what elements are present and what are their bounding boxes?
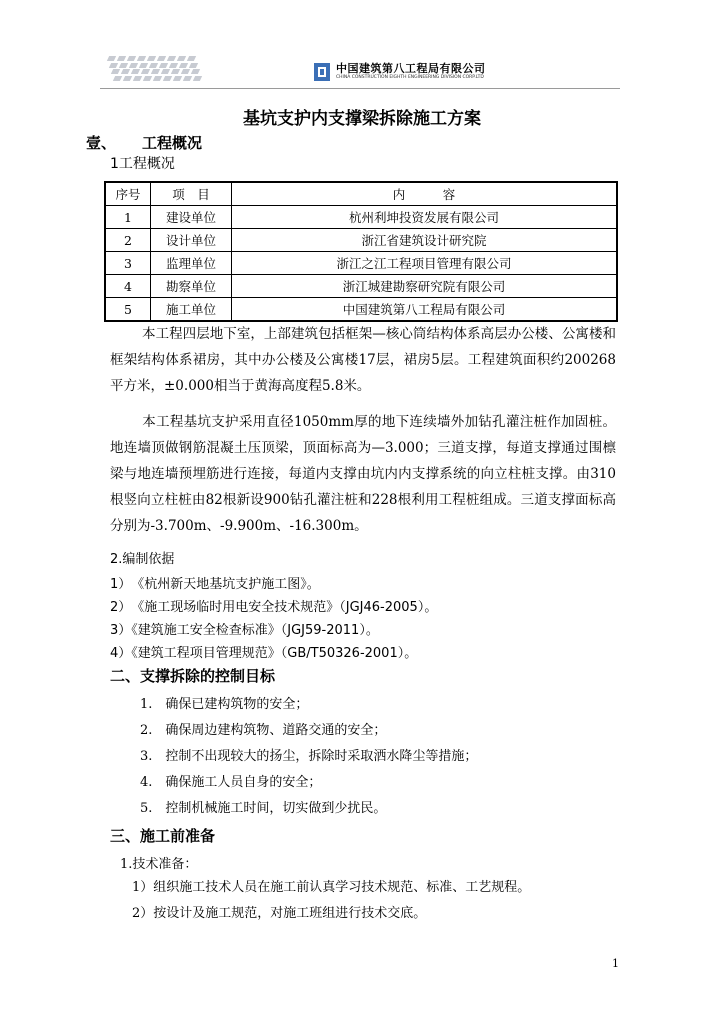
pattern-cell [183, 76, 192, 81]
basis-item: 3）《建筑施工安全检查标准》（JGJ59-2011）。 [110, 623, 379, 638]
table-cell: 勘察单位 [151, 275, 232, 298]
pattern-cell [187, 56, 196, 61]
pattern-cell [139, 63, 148, 68]
table-cell: 建设单位 [151, 206, 232, 229]
document-title: 基坑支护内支撑梁拆除施工方案 [243, 109, 481, 129]
table-cell: 施工单位 [151, 298, 232, 322]
table-row [105, 275, 617, 298]
table-header-cell: 序号 [105, 182, 151, 206]
table-header-cell: 内 容 [232, 182, 618, 206]
pattern-cell [181, 69, 190, 74]
section-3-heading: 三、施工前准备 [110, 827, 216, 845]
pattern-cell [109, 63, 118, 68]
pattern-cell [133, 76, 142, 81]
goal-item: 3. 控制不出现较大的扬尘，拆除时采取洒水降尘等措施； [140, 749, 478, 764]
table-header-row [105, 182, 617, 206]
prep-item: 1）组织施工技术人员在施工前认真学习技术规范、标准、工艺规程。 [132, 880, 531, 895]
goal-item: 1. 确保已建构筑物的安全； [140, 697, 309, 712]
pattern-cell [169, 63, 178, 68]
pattern-cell [193, 76, 202, 81]
pattern-cell [191, 69, 200, 74]
pattern-cell [163, 76, 172, 81]
goal-item: 2. 确保周边建构筑物、道路交通的安全； [140, 723, 387, 738]
pattern-cell [121, 69, 130, 74]
pattern-cell [157, 56, 166, 61]
page-number: 1 [612, 957, 619, 970]
company-name-en: CHINA CONSTRUCTION EIGHTH ENGINEERING DIVISION CORP.LTD [336, 75, 484, 80]
pattern-cell [179, 63, 188, 68]
basis-item: 1） 《杭州新天地基坑支护施工图》。 [110, 577, 320, 592]
table-row [105, 298, 617, 322]
pattern-cell [159, 63, 168, 68]
table-cell: 浙江之江工程项目管理有限公司 [232, 252, 618, 275]
table-cell: 2 [105, 229, 151, 252]
pattern-cell [151, 69, 160, 74]
pattern-cell [123, 76, 132, 81]
pattern-cell [161, 69, 170, 74]
pattern-cell [119, 63, 128, 68]
pattern-cell [141, 69, 150, 74]
table-cell: 3 [105, 252, 151, 275]
header-pattern-logo [108, 56, 198, 82]
pattern-cell [147, 56, 156, 61]
table-row [105, 229, 617, 252]
basis-item: 4）《建筑工程项目管理规范》（GB/T50326-2001）。 [110, 646, 418, 661]
table-cell: 4 [105, 275, 151, 298]
overview-paragraph-2 [110, 409, 616, 539]
section-1-title: 工程概况 [142, 134, 203, 152]
prep-item: 2）按设计及施工规范，对施工班组进行技术交底。 [132, 906, 427, 921]
table-cell: 中国建筑第八工程局有限公司 [232, 298, 618, 322]
company-name-cn: 中国建筑第八工程局有限公司 [336, 62, 486, 75]
header-divider [100, 88, 620, 89]
table-row [105, 206, 617, 229]
pattern-cell [153, 76, 162, 81]
goal-item: 4. 确保施工人员自身的安全； [140, 775, 322, 790]
goal-item: 5. 控制机械施工时间，切实做到少扰民。 [140, 801, 387, 816]
pattern-cell [177, 56, 186, 61]
pattern-cell [127, 56, 136, 61]
table-cell: 浙江省建筑设计研究院 [232, 229, 618, 252]
table-cell: 浙江城建勘察研究院有限公司 [232, 275, 618, 298]
pattern-cell [107, 56, 116, 61]
pattern-cell [111, 69, 120, 74]
table-row [105, 252, 617, 275]
pattern-cell [113, 76, 122, 81]
section-3-subheading: 1.技术准备： [120, 857, 198, 872]
pattern-cell [137, 56, 146, 61]
pattern-cell [143, 76, 152, 81]
pattern-cell [117, 56, 126, 61]
pattern-cell [173, 76, 182, 81]
table-cell: 1 [105, 206, 151, 229]
overview-paragraph-1 [110, 321, 616, 399]
company-logo [314, 63, 486, 81]
section-1-subheading: 1工程概况 [110, 156, 175, 172]
table-cell: 5 [105, 298, 151, 322]
table-cell: 设计单位 [151, 229, 232, 252]
pattern-cell [131, 69, 140, 74]
paragraph-text: 本工程四层地下室，上部建筑包括框架—核心筒结构体系高层办公楼、公寓楼和框架结构体系裙房，其中办公楼及公寓楼17层，裙房5层。工程建筑面积约200268平方米，±0.000相当于黄海高度程5.8米。 [110, 326, 616, 394]
basis-heading: 2.编制依据 [110, 552, 175, 567]
table-cell: 监理单位 [151, 252, 232, 275]
section-2-heading: 二、支撑拆除的控制目标 [110, 667, 276, 685]
pattern-cell [171, 69, 180, 74]
section-1-heading [86, 132, 202, 153]
company-emblem-icon [314, 63, 330, 81]
project-info-table [104, 181, 618, 322]
paragraph-text: 本工程基坑支护采用直径1050mm厚的地下连续墙外加钻孔灌注桩作加固桩。地连墙顶做钢筋混凝土压顶梁，顶面标高为—3.000；三道支撑，每道支撑通过围檩梁与地连墙预埋筋进行连接，每道内支撑由坑内内支撑系统的向立柱桩支撑。由310根竖向立柱桩由82根新设900钻孔灌注桩和228根利用工程桩组成。三道支撑面标高分别为-3.700m、-9.900m、-16.300m。 [110, 414, 616, 534]
pattern-cell [167, 56, 176, 61]
section-1-number: 壹、 [86, 134, 117, 152]
table-header-cell: 项 目 [151, 182, 232, 206]
pattern-cell [189, 63, 198, 68]
pattern-cell [129, 63, 138, 68]
basis-item: 2） 《施工现场临时用电安全技术规范》（JGJ46-2005）。 [110, 600, 438, 615]
pattern-cell [149, 63, 158, 68]
table-cell: 杭州利坤投资发展有限公司 [232, 206, 618, 229]
